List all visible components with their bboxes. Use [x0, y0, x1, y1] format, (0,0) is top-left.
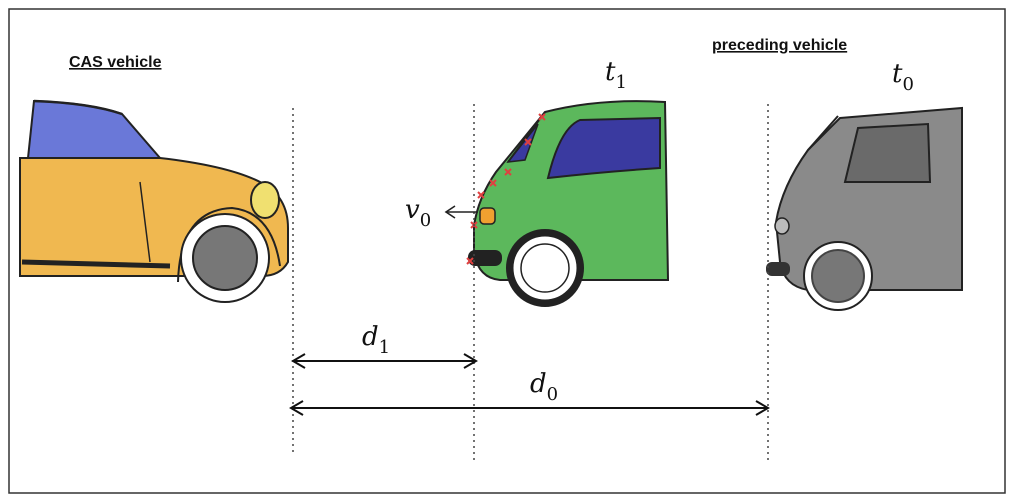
t1-label-sub: 1 [615, 72, 627, 93]
preceding-t0-window [845, 124, 930, 182]
d1-label-sub: 1 [378, 337, 391, 358]
cas-vehicle-hubcap [193, 226, 257, 290]
v0-label-sub: 0 [419, 210, 432, 231]
cas-vehicle-headlight [251, 182, 279, 218]
t0-label-main: t [892, 59, 903, 89]
d0-label-main: d [530, 369, 547, 399]
preceding-t0-indicator [775, 218, 789, 234]
t0-label-sub: 0 [902, 74, 914, 95]
d0-label-sub: 0 [546, 384, 559, 405]
d1-label-main: d [362, 322, 379, 352]
preceding-t1-indicator [480, 208, 495, 224]
preceding-t1-hubcap [521, 244, 569, 292]
t1-label-main: t [605, 57, 616, 87]
cas-vehicle-label: CAS vehicle [69, 54, 162, 71]
preceding-t0-hubcap [812, 250, 864, 302]
v0-label-main: v [405, 195, 420, 225]
preceding-vehicle-label: preceding vehicle [712, 37, 848, 54]
preceding-t0-bumper [766, 262, 790, 276]
